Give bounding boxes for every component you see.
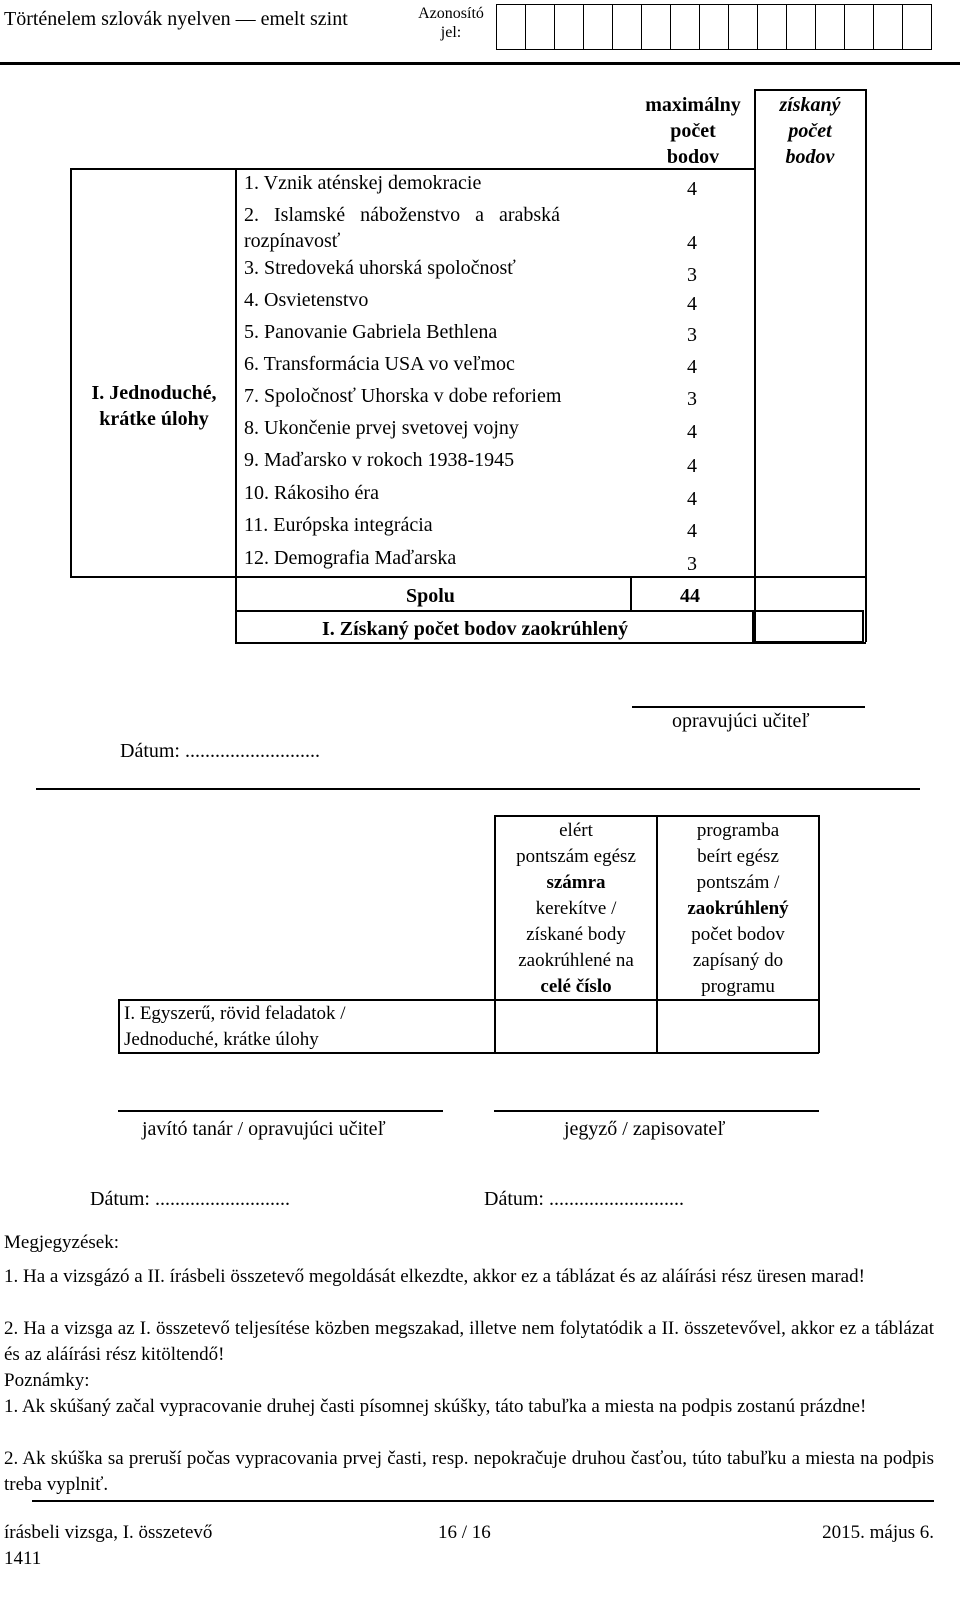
- footer-page-number: 16 / 16: [438, 1522, 491, 1543]
- rounded-score-text: I. Získaný počet bodov zaokrúhlený: [322, 618, 629, 640]
- id-box[interactable]: [758, 4, 787, 50]
- grid-line: [70, 168, 754, 170]
- col-max-points-header: [632, 92, 754, 170]
- task-max-points: 3: [687, 264, 697, 286]
- id-box[interactable]: [496, 4, 526, 50]
- id-label-line1: Azonosító: [418, 5, 484, 22]
- notes-title-sk: Poznámky:: [4, 1370, 90, 1391]
- id-box[interactable]: [874, 4, 903, 50]
- id-label: [412, 4, 490, 42]
- footer-left: írásbeli vizsga, I. összetevő: [4, 1522, 213, 1543]
- footer-rule: [32, 1500, 934, 1502]
- section-label-line1: I. Jednoduché,: [91, 382, 217, 404]
- col-max-line2: počet: [670, 120, 716, 142]
- note-hu-2: 2. Ha a vizsga az I. összetevő teljesítése közben megszakad, illetve nem folytatódik a II. összetevővel, akkor ez a táblázat és az aláírási rész kitöltendő!: [4, 1318, 934, 1365]
- col2-line: počet bodov: [691, 924, 785, 945]
- rounded-score-label: [322, 618, 628, 641]
- col2-line: zaokrúhlený: [687, 898, 789, 919]
- id-label-line2: jel:: [440, 24, 462, 41]
- col-max-line1: maximálny: [645, 94, 741, 116]
- grid-line: [235, 610, 754, 612]
- grid-line: [754, 89, 866, 91]
- grid-line: [818, 815, 820, 1053]
- task-label: 2. Islamské náboženstvo a arabská: [244, 204, 561, 226]
- section-label: [74, 380, 234, 432]
- section-label-line2: krátke úlohy: [99, 408, 209, 430]
- recorder-signature-date[interactable]: Dátum: ...........................: [484, 1188, 684, 1210]
- task-max-points: 3: [687, 553, 697, 575]
- signature-line: [118, 1110, 443, 1112]
- note-hu-1: 1. Ha a vizsgázó a II. írásbeli összetevő megoldását elkezdte, akkor ez a táblázat és az aláírási rész üresen marad!: [4, 1266, 865, 1287]
- col1-line: celé číslo: [540, 976, 612, 997]
- recorder-signature-role: jegyző / zapisovateľ: [564, 1118, 726, 1140]
- col2-line: pontszám /: [696, 872, 780, 893]
- grid-line: [235, 168, 237, 643]
- id-box[interactable]: [526, 4, 555, 50]
- col1-line: zaokrúhlené na: [518, 950, 634, 971]
- task-label: 3. Stredoveká uhorská spoločnosť: [244, 257, 516, 279]
- task-label: 5. Panovanie Gabriela Bethlena: [244, 321, 498, 343]
- col1-line: kerekítve /: [535, 898, 617, 919]
- task-max-points: 4: [687, 421, 697, 443]
- summary-row-label: [124, 1001, 484, 1053]
- section-divider: [36, 788, 920, 790]
- signature-line: [494, 1110, 819, 1112]
- rounded-score-cell[interactable]: [496, 1001, 656, 1052]
- id-box[interactable]: [845, 4, 874, 50]
- grid-line: [70, 168, 72, 577]
- col-header-program: [658, 818, 818, 1000]
- grid-line: [630, 576, 632, 610]
- task-label: 4. Osvietenstvo: [244, 289, 369, 311]
- col2-line: beírt egész: [697, 846, 779, 867]
- teacher-role: opravujúci učiteľ: [672, 710, 810, 732]
- id-box[interactable]: [787, 4, 816, 50]
- task-label: 8. Ukončenie prvej svetovej vojny: [244, 417, 519, 439]
- teacher-signature-role: javító tanár / opravujúci učiteľ: [142, 1118, 386, 1140]
- grid-line: [118, 999, 120, 1053]
- notes-title-hu: Megjegyzések:: [4, 1232, 120, 1253]
- task-label: 12. Demografia Maďarska: [244, 547, 457, 569]
- id-box[interactable]: [584, 4, 613, 50]
- signature-line: [632, 706, 865, 708]
- col-got-line3: bodov: [785, 146, 835, 168]
- col-got-line2: počet: [788, 120, 832, 142]
- id-box[interactable]: [903, 4, 932, 50]
- col-header-rounded: [496, 818, 656, 1000]
- id-box[interactable]: [671, 4, 700, 50]
- task-max-points: 3: [687, 388, 697, 410]
- task-max-points: 4: [687, 520, 697, 542]
- total-label: Spolu: [406, 585, 455, 607]
- program-score-cell[interactable]: [658, 1001, 818, 1052]
- id-box[interactable]: [555, 4, 584, 50]
- task-label-cont: rozpínavosť: [244, 230, 341, 252]
- task-max-points: 4: [687, 356, 697, 378]
- col1-text: pontszám egész: [516, 846, 636, 867]
- col2-line: zapísaný do: [692, 950, 784, 971]
- task-max-points: 4: [687, 488, 697, 510]
- col1-line: získané body: [526, 924, 626, 945]
- task-max-points: 4: [687, 293, 697, 315]
- task-max-points: 3: [687, 324, 697, 346]
- col1-line: számra: [546, 872, 606, 893]
- task-max-points: 4: [687, 232, 697, 254]
- page-header-title: Történelem szlovák nyelven — emelt szint: [4, 8, 348, 30]
- total-value: 44: [680, 585, 700, 607]
- col1-line: elért: [559, 820, 593, 841]
- rounded-score-box[interactable]: [752, 610, 864, 643]
- grid-line: [754, 89, 756, 642]
- col2-line: programba: [696, 820, 780, 841]
- id-box[interactable]: [642, 4, 671, 50]
- task-label: 7. Spoločnosť Uhorska v dobe reforiem: [244, 385, 562, 407]
- task-label: 1. Vznik aténskej demokracie: [244, 172, 482, 194]
- col-max-line3: bodov: [666, 146, 720, 168]
- col1-line: [496, 844, 656, 870]
- col2-line: programu: [701, 976, 775, 997]
- task-max-points: 4: [687, 455, 697, 477]
- header-rule: [0, 62, 960, 65]
- summary-row-label-line1: I. Egyszerű, rövid feladatok /: [124, 1003, 346, 1024]
- task-label: 10. Rákosiho éra: [244, 482, 379, 504]
- grid-line: [865, 89, 867, 642]
- teacher-date[interactable]: Dátum: ...........................: [120, 740, 320, 762]
- summary-row-label-line2: Jednoduché, krátke úlohy: [124, 1029, 319, 1050]
- id-box[interactable]: [729, 4, 758, 50]
- id-box[interactable]: [816, 4, 845, 50]
- note-sk-2: 2. Ak skúška sa preruší počas vypracovania prvej časti, resp. nepokračuje druhou časťou, túto tabuľku a miesta na podpis treba vyplniť.: [4, 1448, 934, 1495]
- footer-left-code: 1411: [4, 1548, 42, 1569]
- grid-line: [70, 576, 866, 578]
- note-sk-1: 1. Ak skúšaný začal vypracovanie druhej časti písomnej skúšky, táto tabuľka a miesta na podpis zostanú prázdne!: [4, 1396, 867, 1417]
- id-box[interactable]: [700, 4, 729, 50]
- teacher-signature-date[interactable]: Dátum: ...........................: [90, 1188, 290, 1210]
- col-got-points-header: [754, 92, 866, 170]
- task-label: 11. Európska integrácia: [244, 514, 433, 536]
- id-box[interactable]: [613, 4, 642, 50]
- col-got-line1: získaný: [779, 94, 841, 116]
- footer-date: 2015. május 6.: [822, 1522, 934, 1543]
- task-max-points: 4: [687, 178, 697, 200]
- task-label: 6. Transformácia USA vo veľmoc: [244, 353, 515, 375]
- id-boxes: [496, 4, 932, 50]
- task-label: 9. Maďarsko v rokoch 1938-1945: [244, 449, 515, 471]
